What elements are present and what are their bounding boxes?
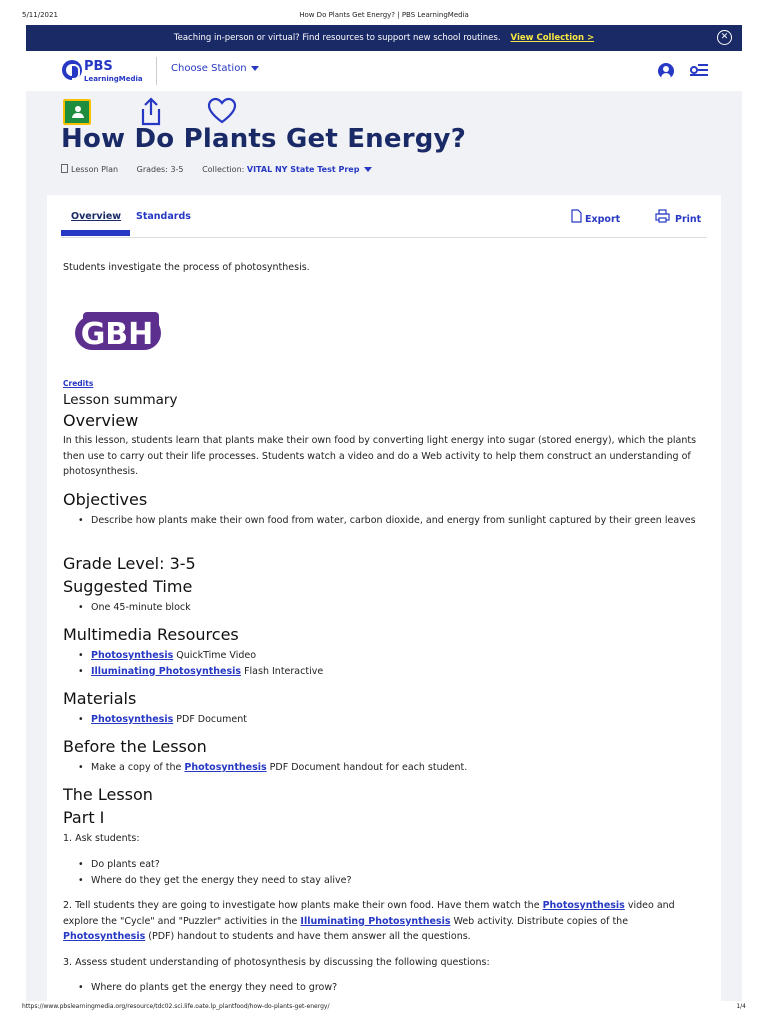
- page-title: How Do Plants Get Energy?: [61, 124, 466, 154]
- resource-type-text: PDF Document: [173, 714, 248, 725]
- step-text: (PDF) handout to students and have them answer all the questions.: [145, 931, 471, 942]
- list-item: [63, 760, 713, 776]
- menu-bar: [698, 69, 708, 71]
- grades-label: Grades: 3-5: [136, 165, 184, 174]
- view-collection-link[interactable]: View Collection >: [510, 33, 595, 43]
- photosynthesis-handout-link[interactable]: Photosynthesis: [184, 762, 267, 773]
- active-tab-indicator: [61, 230, 130, 236]
- multimedia-heading: Multimedia Resources: [63, 625, 239, 644]
- resource-type: Lesson Plan: [71, 165, 119, 174]
- resource-summary: Students investigate the process of photosynthesis.: [63, 262, 310, 273]
- grade-level-heading: Grade Level: 3-5: [63, 554, 196, 573]
- list-item: [63, 712, 713, 728]
- resource-meta: [61, 164, 372, 174]
- logo-learningmedia-text: LearningMedia: [84, 75, 143, 83]
- choose-station-dropdown[interactable]: [171, 63, 259, 74]
- objectives-list: [63, 513, 713, 529]
- google-classroom-icon[interactable]: [63, 99, 91, 125]
- time-list: [63, 600, 713, 616]
- search-menu-icon[interactable]: [690, 64, 708, 78]
- list-item: • One 45-minute block: [63, 600, 713, 616]
- materials-heading: Materials: [63, 689, 137, 708]
- resource-type-text: QuickTime Video: [173, 650, 257, 661]
- list-item: • Where do they get the energy they need to stay alive?: [63, 873, 713, 889]
- print-header: [0, 0, 768, 22]
- list-item: • Do plants eat?: [63, 857, 713, 873]
- before-lesson-heading: Before the Lesson: [63, 737, 207, 756]
- list-item: • Where do plants get the energy they need to grow?: [63, 980, 713, 996]
- illuminating-photosynthesis-link[interactable]: Illuminating Photosynthesis: [91, 665, 242, 677]
- chevron-down-icon: [251, 66, 259, 71]
- lesson-plan-icon: [61, 164, 68, 173]
- overview-paragraph: In this lesson, students learn that plants make their own food by converting light energy into sugar (stored energy), which the plants then use to carry out their life processes. Students watch a video and do a Web activity to help them construct an understanding of photosynthesis.: [63, 435, 697, 477]
- favorite-heart-icon[interactable]: [207, 97, 237, 125]
- chevron-down-icon: [364, 167, 372, 172]
- export-label: Export: [585, 214, 621, 225]
- illuminating-photosynthesis-link[interactable]: Illuminating Photosynthesis: [300, 915, 451, 927]
- tab-bar: [61, 195, 707, 238]
- step-three-text: 3. Assess student understanding of photosynthesis by discussing the following questions:: [63, 957, 490, 968]
- resource-type-text: Flash Interactive: [241, 665, 324, 677]
- user-account-icon[interactable]: [658, 63, 674, 79]
- credits-link[interactable]: Credits: [63, 379, 94, 388]
- step-one-text: 1. Ask students:: [63, 833, 140, 844]
- print-button[interactable]: [675, 214, 701, 225]
- the-lesson-heading: The Lesson: [63, 785, 153, 804]
- step-text: Web activity. Distribute copies of the: [450, 915, 629, 927]
- collection-label: Collection:: [202, 165, 245, 174]
- choose-station-label: Choose Station: [171, 63, 247, 74]
- multimedia-list: [63, 648, 713, 679]
- resource-actions: [63, 97, 263, 127]
- tab-standards[interactable]: Standards: [136, 211, 191, 222]
- print-label: Print: [675, 214, 702, 225]
- photosynthesis-video-link[interactable]: Photosynthesis: [542, 900, 625, 911]
- photosynthesis-pdf-link[interactable]: Photosynthesis: [63, 931, 146, 942]
- photosynthesis-pdf-link[interactable]: Photosynthesis: [91, 714, 174, 725]
- list-text: PDF Document handout for each student.: [266, 762, 468, 773]
- objectives-heading: Objectives: [63, 490, 148, 509]
- list-item: • Describe how plants make their own food from water, carbon dioxide, and energy from sunlight captured by their green leaves: [63, 513, 713, 529]
- export-icon: [571, 209, 582, 223]
- print-page-number: 1/4: [736, 1003, 746, 1010]
- site-header: [26, 51, 742, 91]
- pbs-learningmedia-logo[interactable]: [62, 59, 152, 87]
- print-url: https://www.pbslearningmedia.org/resource/tdc02.sci.life.oate.lp_plantfood/how-do-plants-get-energy/: [22, 1003, 330, 1010]
- materials-list: [63, 712, 713, 728]
- before-list: [63, 760, 713, 776]
- pbs-head-icon: [62, 60, 82, 80]
- menu-bar: [690, 74, 708, 76]
- step-two-text: [63, 898, 713, 945]
- banner-text: Teaching in-person or virtual? Find resources to support new school routines.: [173, 33, 501, 43]
- menu-bar: [698, 64, 708, 66]
- print-title: How Do Plants Get Energy? | PBS LearningMedia: [299, 11, 469, 19]
- banner-message: [26, 33, 742, 43]
- printer-icon: [655, 209, 670, 223]
- export-button[interactable]: [585, 214, 620, 225]
- list-item: [63, 648, 713, 664]
- print-date: 5/11/2021: [22, 11, 58, 19]
- photosynthesis-video-link[interactable]: Photosynthesis: [91, 650, 174, 661]
- step-text: 2. Tell students they are going to investigate how plants make their own food. Have them watch the: [63, 900, 543, 911]
- suggested-time-heading: Suggested Time: [63, 577, 193, 596]
- announcement-banner: [26, 25, 742, 51]
- step-one-list: [63, 857, 713, 888]
- collection-name: VITAL NY State Test Prep: [246, 165, 360, 174]
- step-text: video and explore the "Cycle" and "Puzzler" activities in the: [63, 900, 675, 927]
- part-one-heading: Part I: [63, 808, 105, 827]
- header-divider: [156, 57, 157, 85]
- overview-heading: Overview: [63, 411, 139, 430]
- tab-overview[interactable]: Overview: [71, 211, 122, 222]
- logo-pbs-text: PBS: [84, 59, 113, 74]
- collection-dropdown[interactable]: [247, 165, 373, 174]
- magnifier-shape: [690, 66, 698, 74]
- gbh-logo: [69, 310, 161, 356]
- step-three-list: [63, 980, 713, 996]
- list-item: [63, 664, 713, 680]
- list-text: Make a copy of the: [91, 762, 185, 773]
- gbh-logo-text: GBH: [80, 317, 154, 352]
- share-icon[interactable]: [139, 97, 163, 127]
- close-circle-icon[interactable]: ✕: [717, 30, 732, 45]
- lesson-summary-heading: Lesson summary: [63, 392, 178, 408]
